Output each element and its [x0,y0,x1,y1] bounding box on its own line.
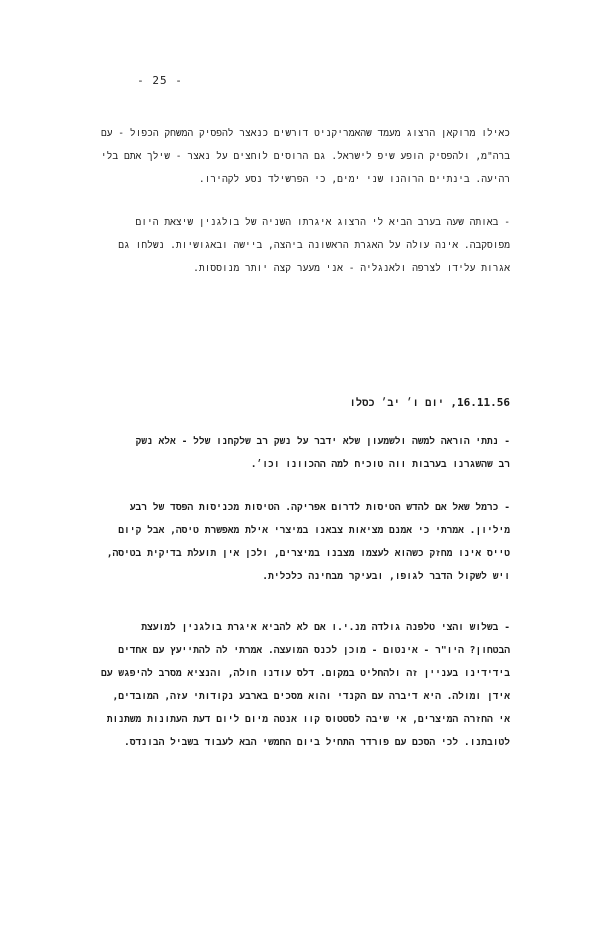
text-line: - נתתי הוראה למשה ולשמעון שלא ידבר על נשק רב שלקחנו שלל - אלא נשק [135,436,510,447]
paragraph-4 [78,496,510,588]
text-line: אי החזרה המיצרים, אי שיבה לסטטוס קוו אנטה מיום ליום דעת העתונות משתנות [106,714,510,725]
text-line: רב שהשגרנו בערבות ווה טוכיח למה ההכוונו וכו׳. [250,459,510,470]
text-line: כאילו מרוקאן הרצוג מעמד שהאמריקניט דורשים כנאצר להפסיק המשחק הכפול - עם [101,128,510,139]
text-line: מפוסקבה. אינה עולה על האגרת הראשונה ביהצה, ביישה ובאגושיות. נשלחו גם [118,240,510,251]
text-line: לטובתנו. לכי הסכם עם פורדר התחיל ביום החמשי הבא לעבוד בשביל הבונדס. [124,737,510,748]
text-line: אידן ומולה. היא דיברה עם הקנדי והוא מסכים בארבע נקודותי עזה, המובדים, [112,691,510,702]
paragraph-1 [78,122,510,191]
text-line: - באותה שעה בערב הביא לי הרצוג איגרתו השניה של בולגנין שיצאת היום [135,217,510,228]
text-line: ברה"מ, ולהפסיק הופע שיפ לישראל. גם הרוסים לוחצים על נאצר - שילך אתם בלי [100,151,510,162]
gregorian-date: 16.11.56, [450,396,510,409]
text-line: - כרמל שאל אם להדש הטיסות לדרום אפריקה. הטיסות מכניסות הפסד של רבע [129,502,510,513]
hebrew-date: יום ו׳ יב׳ כסלו [349,397,445,409]
paragraph-3 [78,430,510,476]
text-line: בידידינו בעניין זה ולהחליט במקום. דלס עודנו חולה, והנציא מסרב להיפגש עם [100,668,510,679]
text-line: מיליון. אמרתי כי אמנם מציאות צבאנו במיצרי אילת מאפשרת טיסה, אבל קיום [118,525,510,536]
text-line: טייס אינו מחזק כשהוא לעצמו מצבנו במיצרים, ולכן אין תועלת בדיקית בטיסה, [106,548,510,559]
paragraph-5 [78,616,510,754]
text-line: רהיעה. בינתיים הרוהנו שני ימים, כי הפרשילד נסע לקהירו. [198,174,510,185]
text-line: אגרות עלידו לצרפה ולאנגליה - אני מעער קצה יותר מנוססות. [193,263,510,274]
page-number: - 25 - [137,74,183,87]
paragraph-2 [78,211,510,280]
text-line: - בשלוש והצי טלפנה גולדה מנ.י.ו אם לא להביא איגרת בולגנין למועצת [141,622,510,633]
text-line: ויש לשקול הדבר לגופו, ובעיקר מבחינה כלכלית. [262,571,510,582]
diary-date-heading [110,396,510,410]
text-line: הבטחון? היו"ר - אינטום - מוכן לכנס המועצה. אמרתי לה להתייעץ עם אחדים [118,645,510,656]
